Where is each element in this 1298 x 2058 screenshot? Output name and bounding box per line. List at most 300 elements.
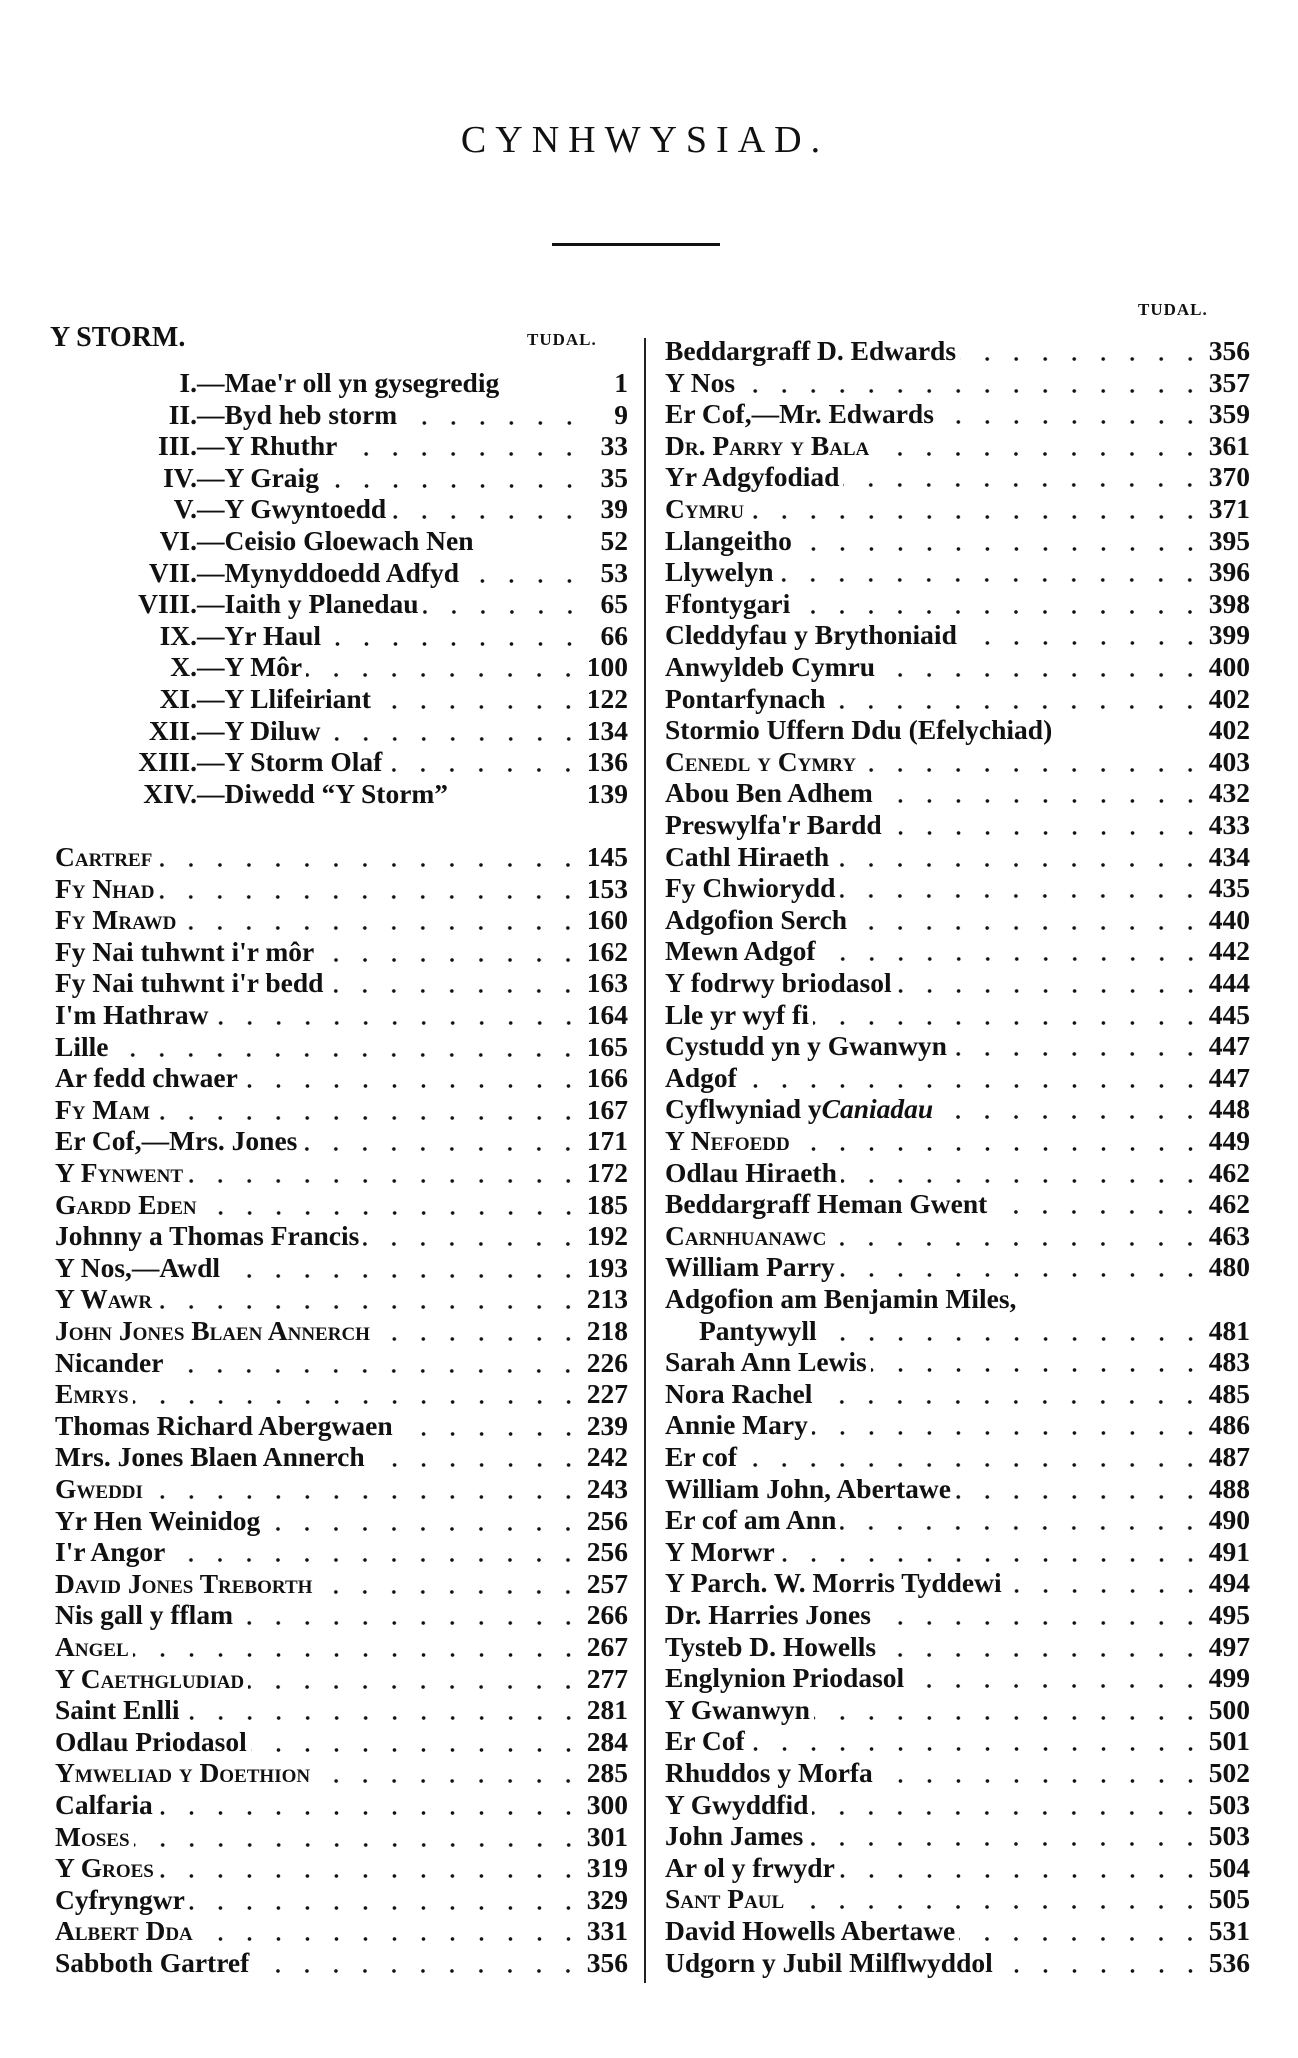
page-number: 395: [1208, 524, 1250, 556]
entry-title: Mrs. Jones Blaen Annerch: [55, 1441, 365, 1473]
page-number: 162: [586, 935, 628, 967]
page-number: 434: [1208, 840, 1250, 872]
dot-leader: [316, 1568, 582, 1600]
dot-leader: [777, 556, 1204, 588]
dot-leader: [133, 1378, 583, 1410]
dot-leader: [169, 1536, 582, 1568]
dot-leader: [390, 493, 584, 525]
entry-title: Yr Adgyfodiad: [665, 461, 840, 493]
entry-title: Adgof: [665, 1061, 737, 1093]
dot-leader: [843, 461, 1204, 493]
toc-entry: [665, 1852, 1250, 1884]
toc-entry: [665, 1251, 1250, 1283]
entry-title: Cymru: [665, 493, 744, 524]
dot-leader: [463, 557, 584, 589]
entry-title: Annie Mary: [665, 1409, 808, 1441]
page-number: 500: [1208, 1693, 1250, 1725]
entry-title: Ar fedd chwaer: [55, 1062, 238, 1094]
entry-title: Odlau Priodasol: [55, 1725, 247, 1757]
entry-title: Fy Nai tuhwnt i'r môr: [55, 935, 315, 967]
toc-entry: [665, 430, 1250, 462]
toc-entry: [665, 714, 1250, 746]
dot-leader: [875, 1599, 1205, 1631]
entry-title: —Y Môr: [197, 651, 303, 683]
page-number: 440: [1208, 903, 1250, 935]
page-number: 100: [586, 651, 628, 683]
right-page-column-heading: TUDAL.: [1138, 300, 1208, 319]
roman-numeral: XII.: [148, 714, 197, 746]
roman-numeral: XI.: [159, 683, 197, 714]
entry-title: I'r Angor: [55, 1536, 166, 1568]
entry-title: —Diwedd “Y Storm”: [197, 777, 449, 809]
dot-leader: [187, 1157, 583, 1189]
entry-title: Y Fynwent: [55, 1157, 184, 1188]
entry-title: William Parry: [665, 1251, 835, 1283]
dot-leader: [796, 525, 1205, 557]
page-number: 218: [586, 1315, 628, 1346]
entry-title: Nora Rachel: [665, 1377, 813, 1409]
entry-title: Er cof: [665, 1441, 738, 1472]
toc-entry: [55, 1568, 628, 1600]
toc-entry: [55, 904, 628, 936]
entry-title: Cartref: [55, 841, 153, 872]
page-number: 398: [1208, 587, 1250, 619]
dot-leader: [961, 619, 1205, 651]
entry-title: Y Nos,—Awdl: [55, 1251, 221, 1283]
dot-leader: [741, 1062, 1205, 1094]
dot-leader: [327, 967, 582, 999]
entry-title: Beddargraff Heman Gwent: [665, 1188, 988, 1220]
page-number: 226: [586, 1346, 628, 1378]
page-number: 329: [586, 1883, 628, 1915]
toc-entry: [665, 398, 1250, 430]
page-number: 171: [586, 1125, 628, 1157]
toc-entry: [55, 1915, 628, 1947]
page-number: 285: [586, 1757, 628, 1789]
toc-entry: [55, 841, 628, 873]
page-number: 449: [1208, 1125, 1250, 1156]
toc-entry: [55, 1536, 628, 1568]
entry-title: Gweddi: [55, 1473, 143, 1504]
entry-title: Carnhuanawc: [665, 1219, 827, 1251]
toc-entry: [55, 1726, 628, 1758]
toc-entry: [55, 1157, 628, 1189]
toc-entry: [665, 1915, 1250, 1947]
toc-entry: [55, 1473, 628, 1505]
toc-entry: [55, 1378, 628, 1410]
page-number: 488: [1208, 1472, 1250, 1504]
dot-leader: [951, 1030, 1205, 1062]
toc-entry: [55, 746, 628, 778]
dot-leader: [741, 1441, 1205, 1473]
page-number: 267: [586, 1631, 628, 1662]
toc-entry: [665, 683, 1250, 715]
toc-entry: [55, 1315, 628, 1347]
page-number: 400: [1208, 651, 1250, 682]
toc-entry: [55, 1031, 628, 1063]
entry-title: Fy Chwiorydd: [665, 872, 836, 904]
page-number: 502: [1208, 1757, 1250, 1788]
toc-entry: [55, 1599, 628, 1631]
toc-entry: [55, 525, 628, 557]
page-number: 281: [586, 1694, 628, 1726]
page-number: 483: [1208, 1346, 1250, 1378]
toc-entry: [665, 1188, 1250, 1220]
page-number: 447: [1208, 1061, 1250, 1093]
page-number: 167: [586, 1093, 628, 1125]
toc-entry: [665, 1441, 1250, 1473]
page-number: 227: [586, 1378, 628, 1410]
entry-title: Nicander: [55, 1346, 164, 1378]
toc-entry: [55, 651, 628, 683]
dot-leader: [369, 1441, 583, 1473]
toc-entry: [665, 1346, 1250, 1378]
page-number: 122: [586, 683, 628, 714]
toc-entry: [665, 367, 1250, 399]
toc-entry: [665, 1725, 1250, 1757]
page-number: 536: [1208, 1946, 1250, 1978]
page-number: 164: [586, 999, 628, 1030]
toc-entry: [665, 335, 1250, 367]
page-number: 371: [1208, 493, 1250, 524]
dot-leader: [839, 1251, 1205, 1283]
toc-entry: [665, 1567, 1250, 1599]
page-number: 284: [586, 1725, 628, 1757]
page-number: 9: [614, 398, 628, 430]
page-number: 39: [600, 493, 628, 525]
entry-title: Dr. Parry y Bala: [665, 429, 870, 461]
toc-entry: [665, 1409, 1250, 1441]
dot-leader: [807, 1820, 1204, 1852]
toc-entry: [665, 588, 1250, 620]
entry-title: Gardd Eden: [55, 1188, 197, 1220]
dot-leader: [251, 1726, 583, 1758]
entry-title: —Y Diluw: [197, 714, 321, 746]
roman-numeral: XIII.: [138, 746, 197, 778]
entry-title: Cenedl y Cymry: [665, 745, 857, 777]
entry-title: —Mynyddoedd Adfyd: [197, 556, 460, 588]
dot-leader: [133, 1631, 583, 1663]
page-number: 331: [586, 1915, 628, 1947]
entry-title: Er cof am Ann: [665, 1504, 837, 1536]
page-number: 163: [586, 967, 628, 999]
page-number: 396: [1208, 556, 1250, 588]
page-number: 356: [586, 1947, 628, 1978]
toc-entry: [55, 778, 628, 810]
entry-title: Fy Mam: [55, 1093, 151, 1125]
page-number: 503: [1208, 1820, 1250, 1852]
page-number: 481: [1208, 1314, 1250, 1346]
dot-leader: [253, 1947, 582, 1979]
toc-entry: [55, 1283, 628, 1315]
dot-leader: [197, 1915, 583, 1947]
toc-entry: [55, 588, 628, 620]
page-number: 172: [586, 1157, 628, 1188]
entry-title: Cyfryngwr: [55, 1883, 185, 1915]
dot-leader: [938, 398, 1205, 430]
roman-numeral: IV.: [163, 461, 197, 493]
dot-leader: [154, 1094, 583, 1126]
dot-leader: [820, 935, 1205, 967]
dot-leader: [157, 1789, 583, 1821]
entry-title: David Jones Treborth: [55, 1567, 313, 1599]
toc-entry: [55, 1884, 628, 1916]
entry-title: Sant Paul: [665, 1883, 785, 1915]
entry-title: Preswylfa'r Bardd: [665, 809, 882, 840]
toc-entry: [665, 1631, 1250, 1663]
dot-leader: [306, 651, 583, 683]
entry-title: Anwyldeb Cymru: [665, 651, 876, 682]
toc-entry: [665, 1473, 1250, 1505]
entry-title: Calfaria: [55, 1789, 153, 1820]
entry-title: Johnny a Thomas Francis: [55, 1220, 360, 1252]
dot-leader: [997, 1947, 1205, 1979]
entry-title: —Byd heb storm: [197, 398, 398, 430]
page-number: 433: [1208, 809, 1250, 840]
roman-numeral: V.: [173, 493, 197, 525]
entry-title: Cathl Hiraeth: [665, 840, 830, 872]
page-number: 432: [1208, 777, 1250, 809]
dot-leader: [156, 841, 582, 873]
dot-leader: [189, 1884, 583, 1916]
entry-title: Fy Nai tuhwnt i'r bedd: [55, 967, 324, 999]
toc-entry: [665, 1093, 1250, 1125]
toc-entry: [665, 1315, 1250, 1347]
entry-title: Fy Mrawd: [55, 904, 177, 936]
toc-entry: [665, 777, 1250, 809]
toc-entry: [55, 1663, 628, 1695]
toc-entry: [665, 651, 1250, 683]
dot-leader: [158, 1852, 583, 1884]
page-number: 485: [1208, 1377, 1250, 1409]
toc-entry: [55, 399, 628, 431]
page-number: 185: [586, 1188, 628, 1220]
toc-entry: [665, 1694, 1250, 1726]
dot-leader: [180, 904, 582, 936]
page-number: 435: [1208, 872, 1250, 904]
toc-entry: [55, 1852, 628, 1884]
roman-numeral: IX.: [159, 619, 197, 651]
entry-title: Udgorn y Jubil Milflwyddol: [665, 1946, 993, 1978]
entry-title: —Y Graig: [197, 461, 319, 493]
page-number: 239: [586, 1409, 628, 1441]
page-number: 359: [1208, 398, 1250, 430]
page-number: 52: [600, 525, 628, 556]
page-number: 242: [586, 1441, 628, 1473]
toc-entry: [55, 1631, 628, 1663]
toc-entry: [665, 1030, 1250, 1062]
page-number: 462: [1208, 1156, 1250, 1188]
entry-title: Adgofion Serch: [665, 903, 848, 935]
toc-entry: [665, 1947, 1250, 1979]
entry-title: Pontarfynach: [665, 682, 826, 714]
dot-leader: [794, 1125, 1205, 1157]
page-number: 35: [600, 461, 628, 493]
title-rule: [552, 243, 720, 246]
entry-title: Moses: [55, 1820, 130, 1852]
entry-title: Englynion Priodasol: [665, 1662, 905, 1694]
toc-entry: [665, 841, 1250, 873]
entry-title: Er Cof,—Mrs. Jones: [55, 1125, 298, 1157]
toc-entry: [665, 746, 1250, 778]
page-number: 139: [586, 777, 628, 809]
dot-leader: [873, 430, 1204, 462]
page-number: 361: [1208, 429, 1250, 461]
toc-entry: [55, 1694, 628, 1726]
page-number: 494: [1208, 1567, 1250, 1599]
entry-title: —Ceisio Gloewach Nen: [197, 525, 474, 556]
entry-title: Cystudd yn y Gwanwyn: [665, 1030, 947, 1062]
dot-leader: [839, 872, 1204, 904]
toc-entry: [55, 1252, 628, 1284]
toc-entry: [665, 1157, 1250, 1189]
entry-title: Y Nos: [665, 366, 736, 398]
toc-entry: [665, 1757, 1250, 1789]
page-number: 257: [586, 1567, 628, 1599]
toc-entry: [665, 525, 1250, 557]
toc-entry: [665, 1283, 1250, 1315]
page-number: 134: [586, 714, 628, 746]
entry-title: John Jones Blaen Annerch: [55, 1315, 370, 1346]
page-number: 301: [586, 1820, 628, 1852]
page-number: 53: [600, 556, 628, 588]
roman-numeral: III.: [158, 430, 197, 462]
dot-leader: [1006, 1567, 1205, 1599]
page-number: 136: [586, 746, 628, 778]
dot-leader: [374, 1315, 583, 1347]
toc-entry: [665, 935, 1250, 967]
page-number: 370: [1208, 461, 1250, 493]
entry-title: Y Parch. W. Morris Tyddewi: [665, 1567, 1002, 1599]
page-number: 160: [586, 904, 628, 936]
dot-leader: [880, 1631, 1205, 1663]
page-number: 166: [586, 1062, 628, 1094]
dot-leader: [748, 493, 1205, 525]
entry-title: Angel: [55, 1631, 129, 1662]
toc-entry: [55, 430, 628, 462]
entry-title: Llywelyn: [665, 556, 774, 588]
page-number: 300: [586, 1789, 628, 1820]
dot-leader: [991, 1188, 1204, 1220]
page-number: 213: [586, 1283, 628, 1315]
entry-title: —Y Storm Olaf: [197, 746, 383, 778]
entry-title: William John, Abertawe: [665, 1472, 951, 1504]
page-number: 505: [1208, 1883, 1250, 1915]
dot-leader: [242, 1062, 583, 1094]
entry-title: —Y Llifeiriant: [197, 683, 371, 714]
dot-leader: [812, 1409, 1205, 1441]
entry-title: Ffontygari: [665, 587, 791, 619]
page-number: 193: [586, 1251, 628, 1283]
dot-leader: [167, 1347, 582, 1379]
entry-title: Emrys: [55, 1378, 129, 1410]
entry-title: Sabboth Gartref: [55, 1947, 250, 1978]
entry-title: Stormio Uffern Ddu (Efelychiad): [665, 714, 1053, 746]
page-number: 448: [1208, 1093, 1250, 1125]
entry-title: —Yr Haul: [197, 619, 322, 651]
dot-leader: [386, 746, 582, 778]
dot-leader: [794, 588, 1204, 620]
entry-title: Er Cof,—Mr. Edwards: [665, 398, 934, 430]
entry-title: Sarah Ann Lewis: [665, 1346, 867, 1378]
page-number: 491: [1208, 1535, 1250, 1567]
page-number: 447: [1208, 1030, 1250, 1062]
toc-entry: [55, 873, 628, 905]
toc-entry: [665, 1378, 1250, 1410]
entry-title: Cleddyfau y Brythoniaid: [665, 619, 957, 651]
toc-entry: [55, 683, 628, 715]
page-number: 503: [1208, 1788, 1250, 1820]
page-number: 445: [1208, 998, 1250, 1030]
toc-entry: [55, 1347, 628, 1379]
page-number: 165: [586, 1030, 628, 1062]
dot-leader: [134, 1821, 583, 1853]
entry-title: Ymweliad y Doethion: [55, 1757, 311, 1789]
toc-entry: [665, 904, 1250, 936]
page-number: 490: [1208, 1504, 1250, 1536]
toc-entry: [55, 462, 628, 494]
dot-leader: [401, 399, 584, 431]
entry-title: Lle yr wyf fi: [665, 998, 809, 1030]
entry-title: Cyflwyniad y: [665, 1093, 822, 1125]
dot-leader: [841, 1157, 1205, 1189]
toc-entry: [55, 967, 628, 999]
dot-leader: [959, 1915, 1204, 1947]
page-number: 531: [1208, 1915, 1250, 1946]
dot-leader: [877, 777, 1205, 809]
dot-leader: [397, 1410, 583, 1442]
dot-leader: [112, 1031, 582, 1063]
toc-entry: [665, 493, 1250, 525]
dot-leader: [860, 746, 1205, 778]
dot-leader: [318, 936, 583, 968]
toc-entry: [665, 999, 1250, 1031]
entry-title: —Mae'r oll yn gysegredig: [197, 367, 500, 398]
entry-title: Lille: [55, 1030, 109, 1062]
entry-title: Nis gall y fflam: [55, 1599, 233, 1631]
toc-entry: [55, 1125, 628, 1157]
dot-leader: [301, 1125, 582, 1157]
entry-title: John James: [665, 1820, 804, 1852]
entry-title: Mewn Adgof: [665, 935, 816, 967]
left-page-column-heading: TUDAL.: [527, 330, 597, 349]
toc-entry: [55, 557, 628, 589]
roman-numeral: VII.: [148, 556, 197, 588]
entry-title: Y Gwanwyn: [665, 1693, 810, 1725]
page-number: 487: [1208, 1441, 1250, 1472]
toc-entry: [55, 1441, 628, 1473]
toc-entry: [55, 1094, 628, 1126]
dot-leader: [908, 1662, 1205, 1694]
toc-entry: [665, 1062, 1250, 1094]
toc-entry: [665, 809, 1250, 841]
entry-title: Llangeitho: [665, 524, 792, 556]
page-number: 319: [586, 1852, 628, 1884]
page-number: 463: [1208, 1219, 1250, 1251]
page-number: 495: [1208, 1599, 1250, 1630]
entry-title: Y Groes: [55, 1852, 154, 1884]
entry-title: Dr. Harries Jones: [665, 1599, 871, 1630]
page-number: 256: [586, 1536, 628, 1568]
dot-leader: [877, 1757, 1205, 1789]
dot-leader: [314, 1757, 583, 1789]
dot-leader: [851, 904, 1205, 936]
toc-entry: [665, 1820, 1250, 1852]
page-number: 501: [1208, 1725, 1250, 1757]
page-number: 192: [586, 1220, 628, 1252]
page-number: 33: [600, 430, 628, 462]
entry-title: Rhuddos y Morfa: [665, 1757, 873, 1788]
